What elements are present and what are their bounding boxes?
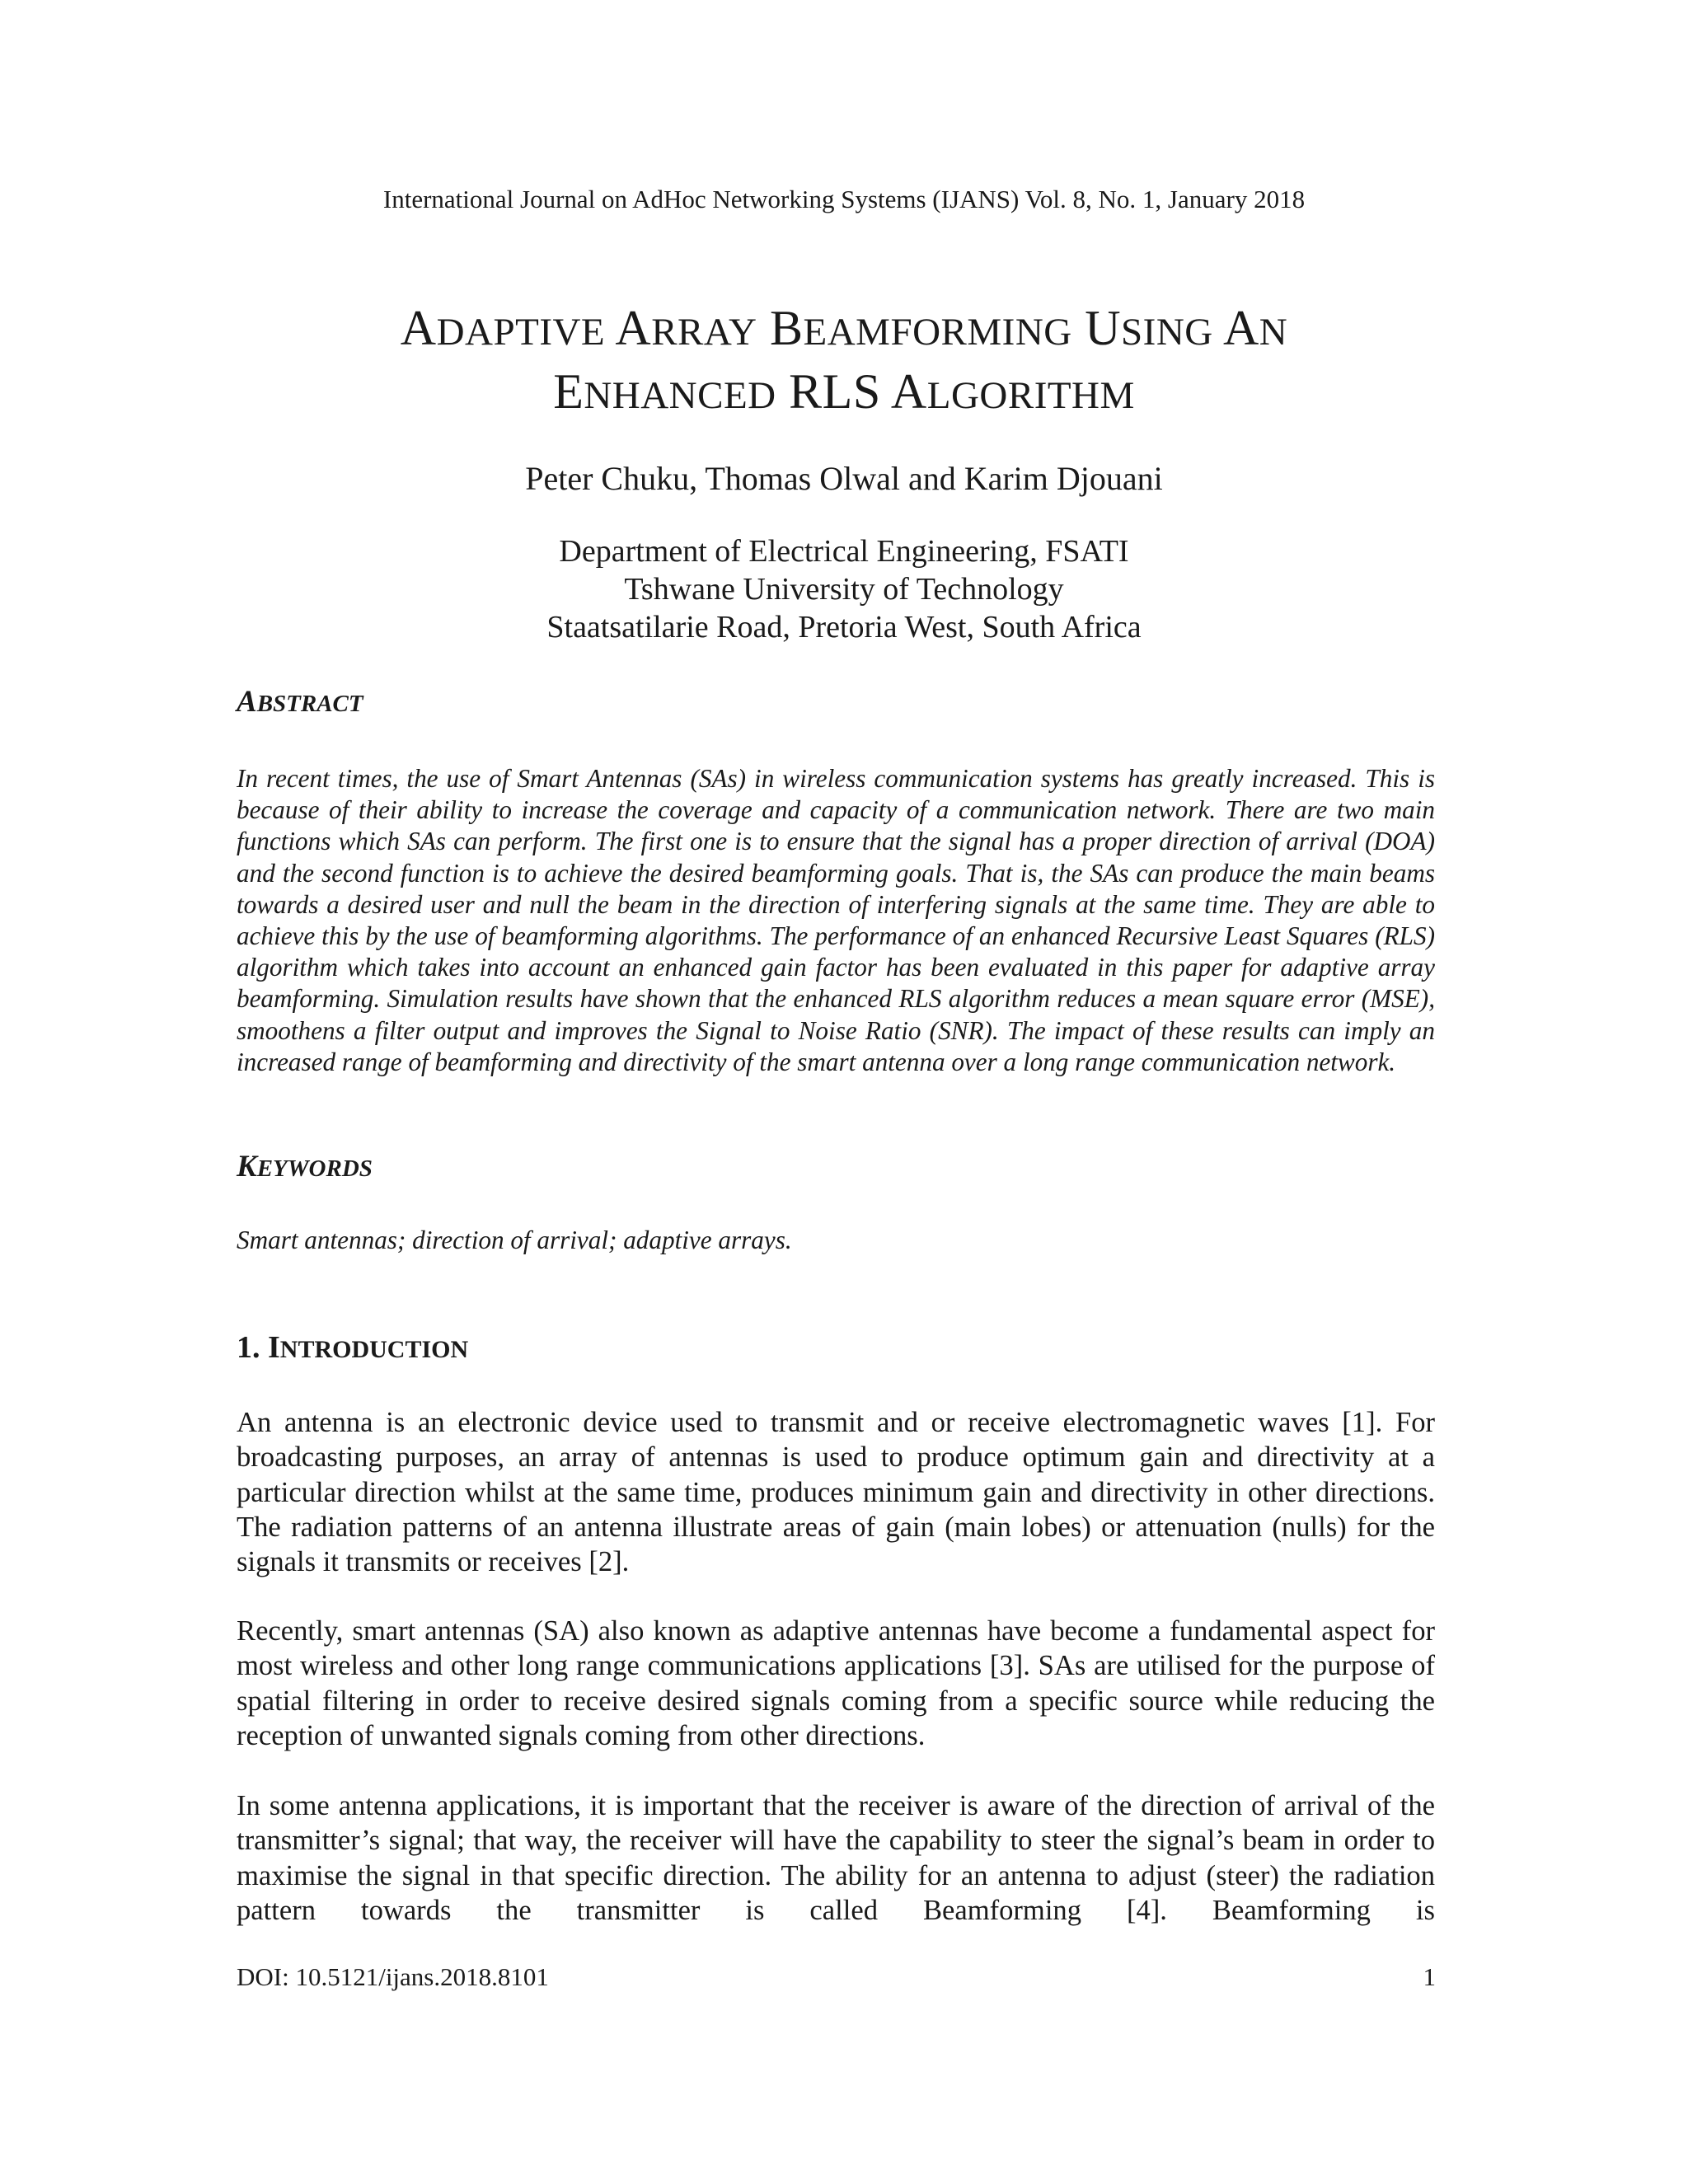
affiliation-university: Tshwane University of Technology [624, 572, 1064, 607]
abstract-heading: ABSTRACT [237, 685, 363, 719]
intro-paragraph-2: Recently, smart antennas (SA) also known as adaptive antennas have become a fundamental aspect for most wireless and other long range communications applications [3]. SAs are utilised for the purpose of spatial filtering in order to receive desired signals coming from a specific source while reducing the reception of unwanted signals coming from other directions. [237, 1615, 1435, 1751]
running-header: International Journal on AdHoc Networking Systems (IJANS) Vol. 8, No. 1, January 2018 [382, 185, 1306, 213]
section-title: INTRODUCTION [268, 1330, 469, 1365]
abstract-text: In recent times, the use of Smart Antennas (SAs) in wireless communication systems has greatly increased. This is because of their ability to increase the coverage and capacity of a communication network. There are two main functions which SAs can perform. The first one is to ensure that the signal has a proper direction of arrival (DOA) and the second function is to achieve the desired beamforming goals. That is, the SAs can produce the main beams towards a desired user and null the beam in the direction of interfering signals at the same time. They are able to achieve this by the use of beamforming algorithms. The performance of an enhanced Recursive Least Squares (RLS) algorithm which takes into account an enhanced gain factor has been evaluated in this paper for adaptive array beamforming. Simulation results have shown that the enhanced RLS algorithm reduces a mean square error (MSE), smoothens a filter output and improves the Signal to Noise Ratio (SNR). The impact of these results can imply an increased range of beamforming and directivity of the smart antenna over a long range communication network. [237, 764, 1435, 1076]
keywords-heading: KEYWORDS [237, 1150, 373, 1183]
introduction-heading [237, 1329, 468, 1369]
title-line-2: ENHANCED RLS ALGORITHM [553, 364, 1135, 419]
keywords-text: Smart antennas; direction of arrival; adaptive arrays. [237, 1226, 792, 1254]
footer-doi: DOI: 10.5121/ijans.2018.8101 [237, 1962, 549, 1991]
affiliation-address: Staatsatilarie Road, Pretoria West, South Africa [546, 610, 1142, 644]
title-line-1: ADAPTIVE ARRAY BEAMFORMING USING AN [400, 301, 1288, 355]
intro-paragraph-1: An antenna is an electronic device used to transmit and or receive electromagnetic waves [1]. For broadcasting purposes, an array of antennas is used to produce optimum gain and directivity at a particular direction whilst at the same time, produces minimum gain and directivity in other directions. The radiation patterns of an antenna illustrate areas of gain (main lobes) or attenuation (nulls) for the signals it transmits or receives [2]. [237, 1407, 1435, 1578]
paper-title [0, 298, 1688, 425]
author-list: Peter Chuku, Thomas Olwal and Karim Djouani [525, 460, 1163, 497]
affiliation-department: Department of Electrical Engineering, FSATI [559, 534, 1129, 569]
intro-paragraph-3: In some antenna applications, it is important that the receiver is aware of the direction of arrival of the transmitter’s signal; that way, the receiver will have the capability to steer the signal’s beam in order to maximise the signal in that specific direction. The ability for an antenna to adjust (steer) the radiation pattern towards the transmitter is called Beamforming [4]. Beamforming is [237, 1790, 1435, 1926]
page-number: 1 [1423, 1962, 1436, 1991]
section-number: 1. [237, 1330, 260, 1365]
affiliation [0, 532, 1688, 646]
